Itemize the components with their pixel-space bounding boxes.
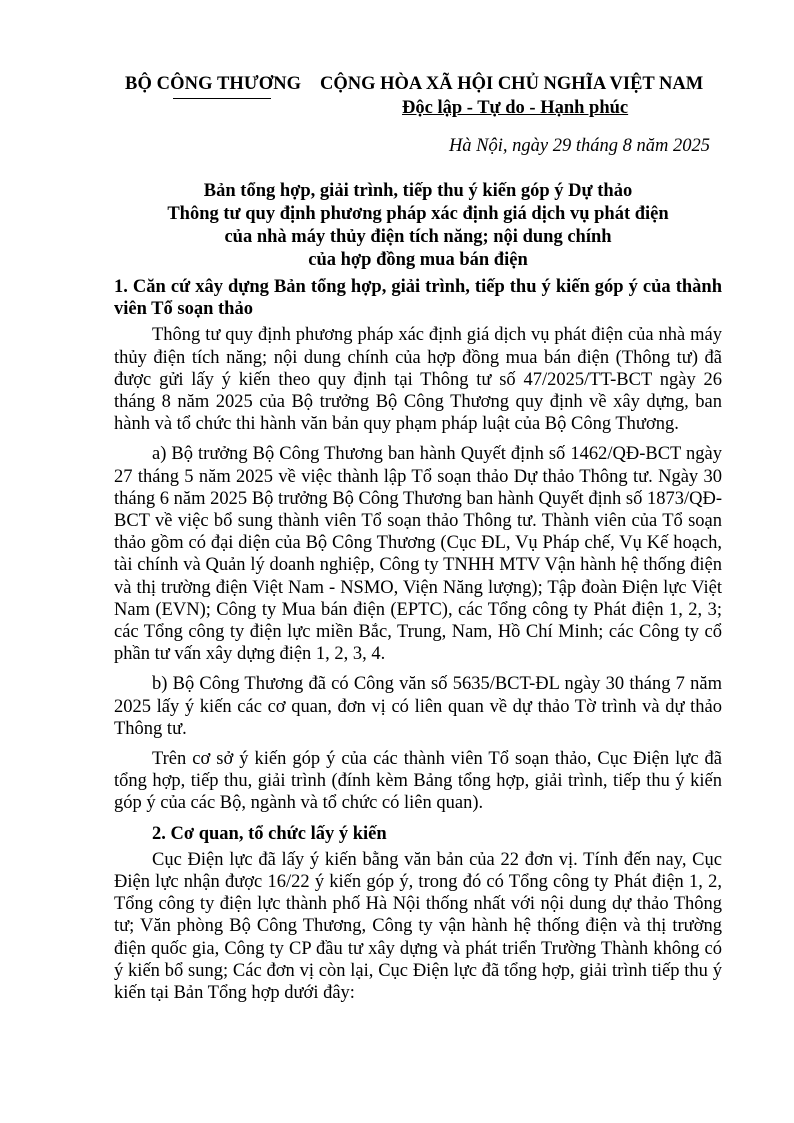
document-header — [0, 74, 794, 134]
title-line: Bản tổng hợp, giải trình, tiếp thu ý kiến góp ý Dự thảo — [203, 181, 633, 201]
section-1-heading: 1. Căn cứ xây dựng Bản tổng hợp, giải trình, tiếp thu ý kiến góp ý của thành viên Tổ soạn thảo — [114, 277, 722, 320]
document-title — [114, 180, 722, 272]
title-line: của hợp đồng mua bán điện — [308, 250, 528, 270]
ministry-name: BỘ CÔNG THƯƠNG — [125, 74, 302, 94]
section-2-heading: 2. Cơ quan, tổ chức lấy ý kiến — [152, 823, 387, 844]
paragraph: Thông tư quy định phương pháp xác định giá dịch vụ phát điện của nhà máy thủy điện tích năng; nội dung chính của hợp đồng mua bán điện (Thông tư) đã được gửi lấy ý kiến theo quy định tại Thông tư số 47/2025/TT-BCT ngày 26 tháng 8 năm 2025 của Bộ trưởng Bộ Công Thương quy định về xây dựng, ban hành và tổ chức thi hành văn bản quy phạm pháp luật của Bộ Công Thương. — [114, 325, 722, 435]
document-body — [114, 276, 722, 1012]
title-line: của nhà máy thủy điện tích năng; nội dung chính — [224, 227, 612, 247]
paragraph: b) Bộ Công Thương đã có Công văn số 5635/BCT-ĐL ngày 30 tháng 7 năm 2025 lấy ý kiến các cơ quan, đơn vị có liên quan về dự thảo Tờ trình và dự thảo Thông tư. — [114, 674, 722, 739]
paragraph: Trên cơ sở ý kiến góp ý của các thành viên Tổ soạn thảo, Cục Điện lực đã tổng hợp, tiếp thu, giải trình (đính kèm Bảng tổng hợp, giải trình, tiếp thu ý kiến góp ý của các Bộ, ngành và tổ chức có liên quan). — [114, 749, 722, 814]
ministry-underline — [173, 98, 271, 99]
document-date: Hà Nội, ngày 29 tháng 8 năm 2025 — [448, 136, 710, 156]
national-motto: Độc lập - Tự do - Hạnh phúc — [402, 98, 629, 118]
paragraph: a) Bộ trưởng Bộ Công Thương ban hành Quyết định số 1462/QĐ-BCT ngày 27 tháng 5 năm 2025 về việc thành lập Tổ soạn thảo Dự thảo Thông tư. Ngày 30 tháng 6 năm 2025 Bộ trưởng Bộ Công Thương ban hành Quyết định số 1873/QĐ-BCT về việc bổ sung thành viên Tổ soạn thảo Thông tư. Thành viên của Tổ soạn thảo gồm có đại diện của Bộ Công Thương (Cục ĐL, Vụ Pháp chế, Vụ Kế hoạch, tài chính và Quản lý doanh nghiệp, Công ty TNHH MTV Vận hành hệ thống điện và thị trường điện Việt Nam - NSMO, Viện Năng lượng); Tập đoàn Điện lực Việt Nam (EVN); Công ty Mua bán điện (EPTC), các Tổng công ty Phát điện 1, 2, 3; các Tổng công ty điện lực miền Bắc, Trung, Nam, Hồ Chí Minh; các Công ty cổ phần tư vấn xây dựng điện 1, 2, 3, 4. — [114, 444, 722, 665]
title-line: Thông tư quy định phương pháp xác định giá dịch vụ phát điện — [167, 204, 669, 224]
republic-title: CỘNG HÒA XÃ HỘI CHỦ NGHĨA VIỆT NAM — [320, 74, 704, 94]
paragraph: Cục Điện lực đã lấy ý kiến bằng văn bản của 22 đơn vị. Tính đến nay, Cục Điện lực nhận được 16/22 ý kiến góp ý, trong đó có Tổng công ty Phát điện 1, 2, Tổng công ty điện lực thành phố Hà Nội thống nhất với nội dung dự thảo Thông tư; Văn phòng Bộ Công Thương, Công ty vận hành hệ thống điện và thị trường điện quốc gia, Công ty CP đầu tư xây dựng và phát triển Trường Thành không có ý kiến bổ sung; Các đơn vị còn lại, Cục Điện lực đã tổng hợp, giải trình tiếp thu ý kiến tại Bản Tổng hợp dưới đây: — [114, 849, 722, 1004]
